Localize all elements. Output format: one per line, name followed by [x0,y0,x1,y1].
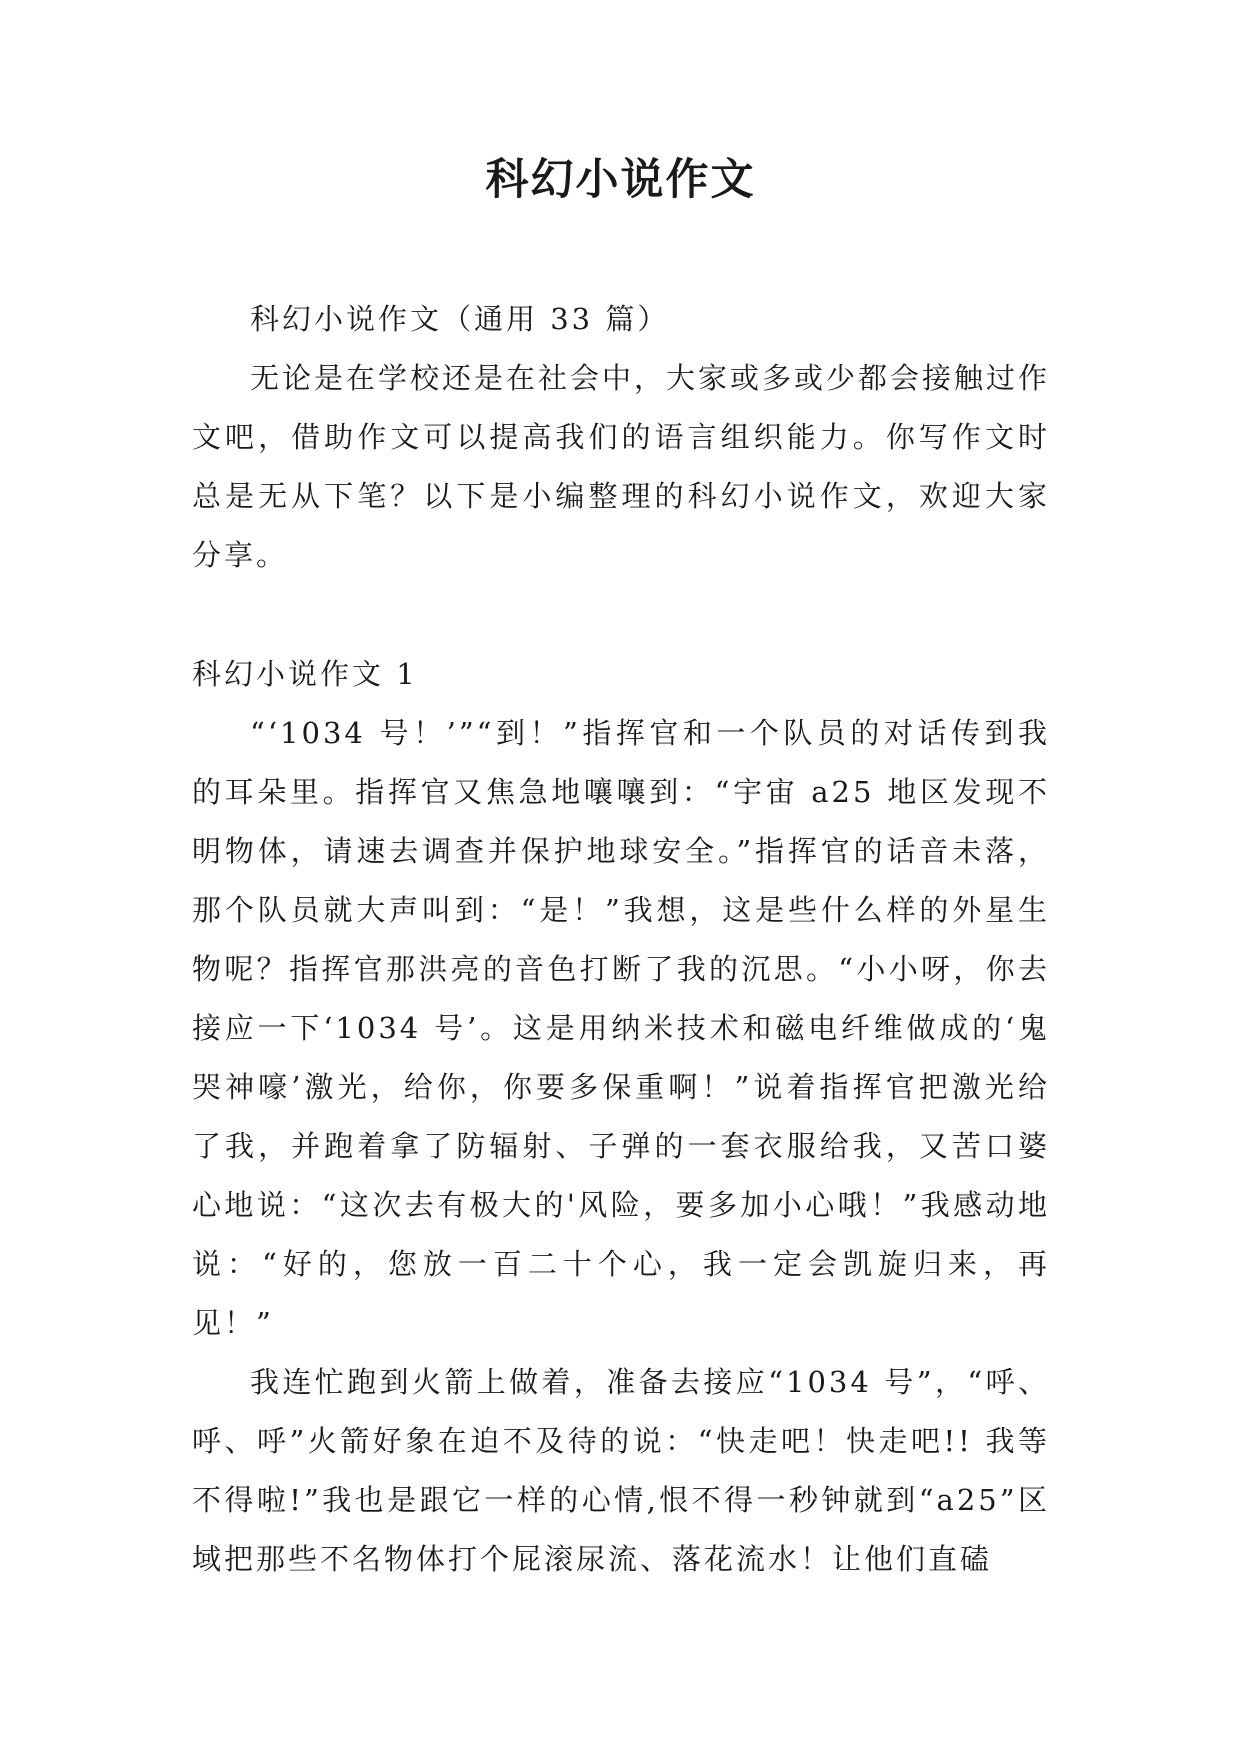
story-paragraph: 我连忙跑到火箭上做着，准备去接应“1034 号”，“呼、呼、呼”火箭好象在迫不及待的说：“快走吧！快走吧!! 我等不得啦!”我也是跟它一样的心情,恨不得一秒钟就到“a25”区域把那些不名物体打个屁滚尿流、落花流水！让他们直磕 [192,1365,1050,1576]
story-paragraph: “‘1034 号！’”“到！”指挥官和一个队员的对话传到我的耳朵里。指挥官又焦急地嚷嚷到：“宇宙 a25 地区发现不明物体，请速去调查并保护地球安全。”指挥官的话音未落，那个队员就大声叫到：“是！”我想，这是些什么样的外星生物呢？指挥官那洪亮的音色打断了我的沉思。“小小呀，你去接应一下‘1034 号’。这是用纳米技术和磁电纤维做成的‘鬼哭神嚎’激光，给你，你要多保重啊！”说着指挥官把激光给了我，并跑着拿了防辐射、子弹的一套衣服给我，又苦口婆心地说：“这次去有极大的'风险，要多加小心哦！”我感动地说：“好的，您放一百二十个心，我一定会凯旋归来，再见！” [192,716,1050,1340]
document-title: 科幻小说作文 [485,155,756,205]
document-subtitle: 科幻小说作文（通用 33 篇） [250,302,670,336]
section-heading: 科幻小说作文 1 [192,657,418,691]
document-body [192,290,1050,1589]
intro-paragraph: 无论是在学校还是在社会中，大家或多或少都会接触过作文吧，借助作文可以提高我们的语言组织能力。你写作文时总是无从下笔？以下是小编整理的科幻小说作文，欢迎大家分享。 [192,361,1051,572]
